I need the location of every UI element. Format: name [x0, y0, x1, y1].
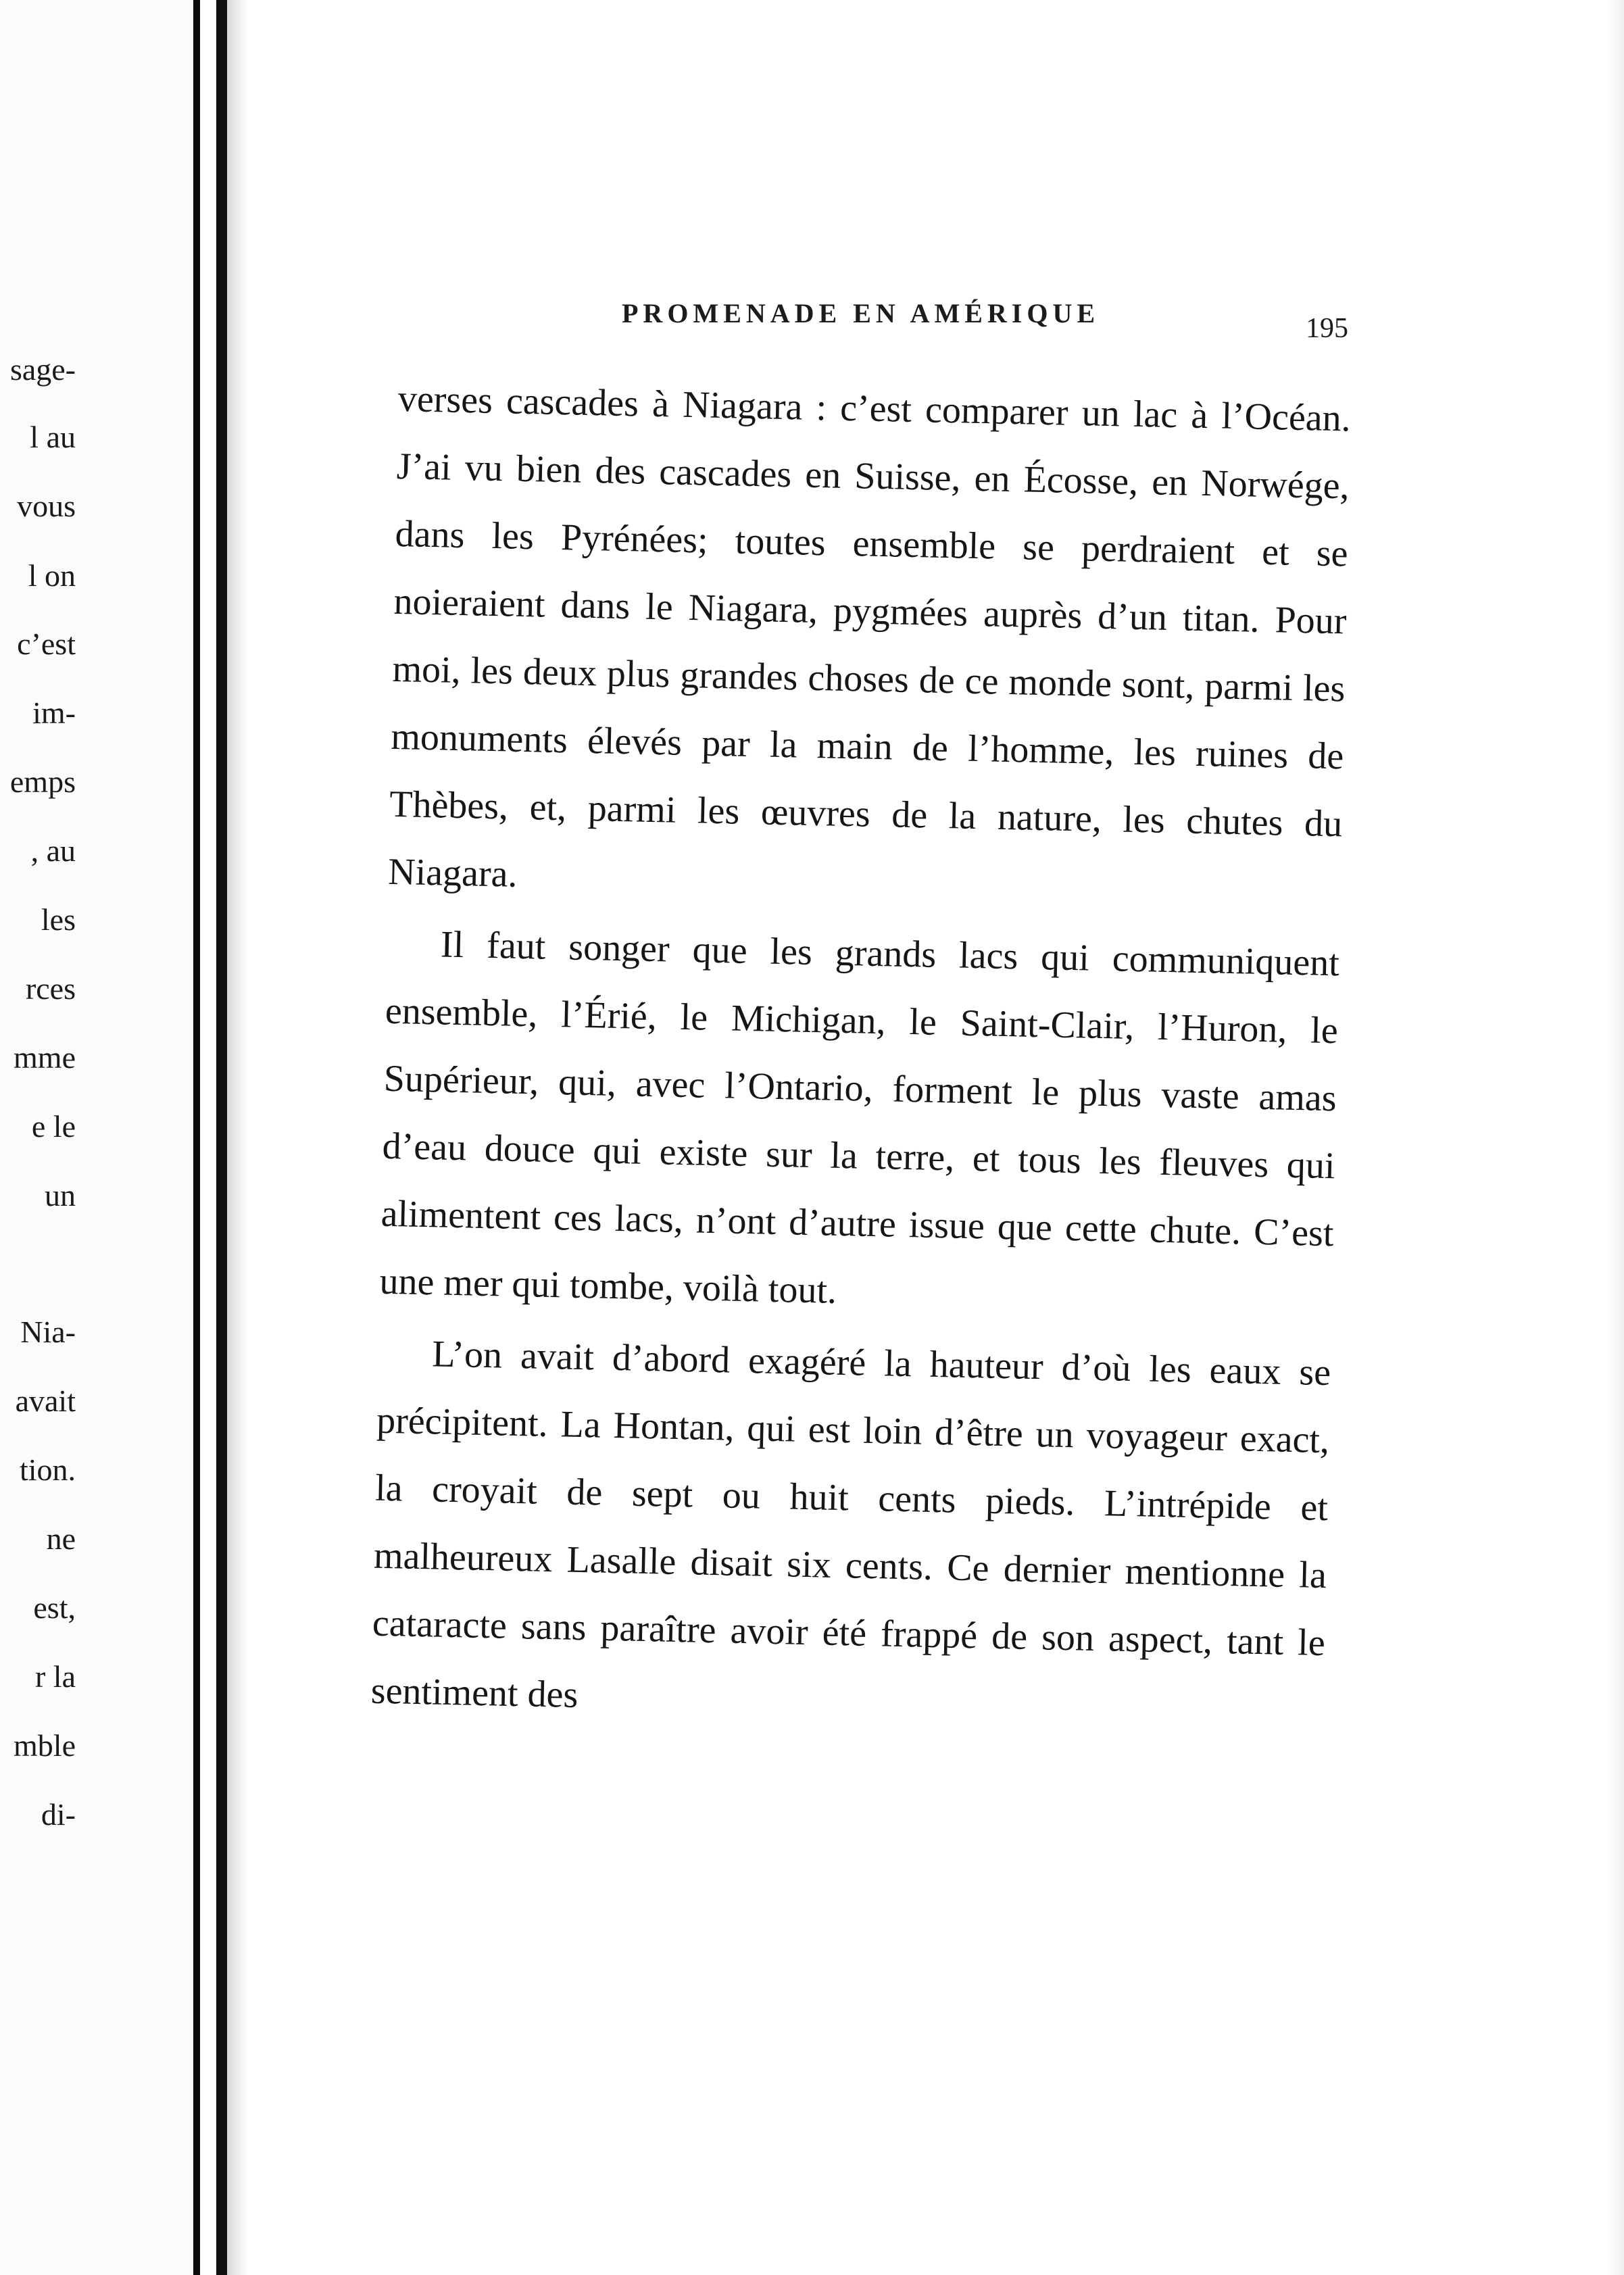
- facing-line: emps: [9, 764, 76, 799]
- facing-line: c’est: [17, 627, 76, 661]
- body-text: [370, 365, 1352, 1744]
- facing-line: l on: [28, 558, 76, 593]
- running-title: PROMENADE EN AMÉRIQUE: [622, 298, 1100, 328]
- facing-line: e le: [31, 1109, 76, 1144]
- facing-line: sage-: [9, 352, 76, 387]
- facing-line: un: [45, 1178, 76, 1213]
- facing-line: r la: [34, 1659, 76, 1694]
- facing-line: est,: [33, 1590, 76, 1625]
- facing-line: avait: [15, 1384, 76, 1418]
- page-number: 195: [1306, 313, 1348, 344]
- paragraph: verses cascades à Niagara : c’est comparer un lac à l’Océan. J’ai vu bien des cascades en Suisse, en Écosse, en Norwége, dans les Pyrénées; toutes ensemble se perdraient et se noieraient dans le Niagara, pygmées auprès d’un titan. Pour moi, les deux plus grandes choses de ce monde sont, parmi les monuments élevés par la main de l’homme, les ruines de Thèbes, et, parmi les œuvres de la nature, les chutes du Niagara.: [387, 377, 1352, 896]
- facing-line: , au: [30, 833, 76, 868]
- facing-line: vous: [17, 489, 76, 523]
- facing-line: im-: [32, 695, 76, 730]
- facing-line: Nia-: [20, 1315, 76, 1349]
- facing-line: di-: [41, 1797, 76, 1832]
- paragraph: L’on avait d’abord exagéré la hauteur d’où les eaux se précipitent. La Hontan, qui est loin d’être un voyageur exact, la croyait de sept ou huit cents pieds. L’intrépide et malheureux Lasalle disait six cents. Ce dernier mentionne la cataracte sans paraître avoir été frappé de son aspect, tant le sentiment des: [370, 1333, 1331, 1716]
- paragraph: Il faut songer que les grands lacs qui communiquent ensemble, l’Érié, le Michigan, le Saint-Clair, l’Huron, le Supérieur, qui, avec l’Ontario, forment le plus vaste amas d’eau douce qui existe sur la terre, et tous les fleuves qui alimentent ces lacs, n’ont d’autre issue que cette chute. C’est une mer qui tombe, voilà tout.: [378, 923, 1340, 1312]
- gutter-shadow: [227, 0, 247, 2275]
- facing-line: l au: [30, 420, 76, 454]
- facing-line: tion.: [19, 1452, 76, 1487]
- facing-page-text: [0, 0, 203, 2275]
- facing-line: les: [41, 902, 76, 937]
- facing-line: mme: [14, 1040, 76, 1075]
- facing-line: mble: [14, 1728, 76, 1763]
- facing-page: [0, 0, 203, 2275]
- book-gutter: [216, 0, 227, 2275]
- facing-line: rces: [25, 971, 76, 1006]
- facing-page-edge: [193, 0, 200, 2275]
- page-edge: [1608, 0, 1624, 2275]
- facing-line: ne: [46, 1521, 76, 1556]
